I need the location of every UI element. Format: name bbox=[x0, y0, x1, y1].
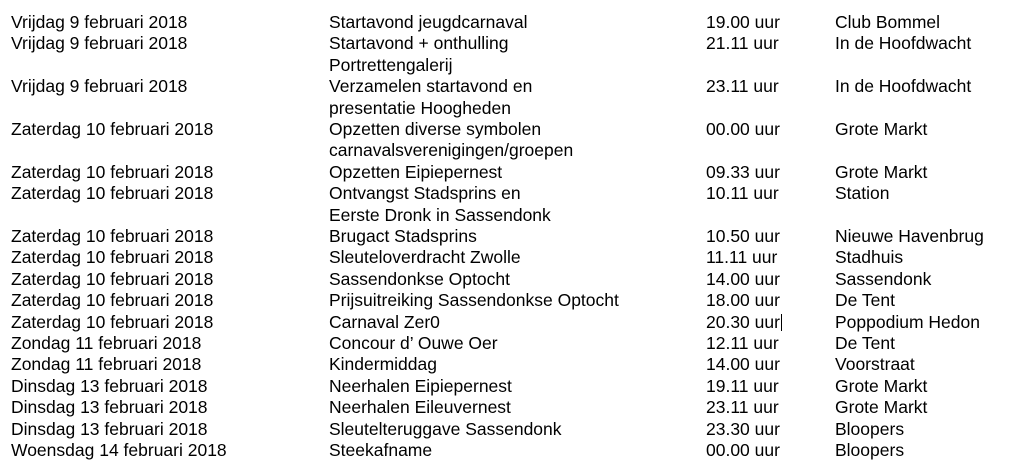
row-date: Zondag 11 februari 2018 bbox=[11, 333, 202, 353]
row-time-text: 18.00 uur bbox=[706, 290, 780, 311]
row-time-text: 23.30 uur bbox=[706, 418, 780, 439]
row-event bbox=[329, 119, 573, 162]
row-location: Grote Markt bbox=[835, 397, 928, 418]
row-location: Stadhuis bbox=[835, 247, 904, 268]
row-time-text: 14.00 uur bbox=[706, 268, 780, 289]
row-time-text: 19.00 uur bbox=[706, 12, 780, 32]
row-event bbox=[329, 354, 437, 375]
row-event bbox=[329, 12, 527, 33]
row-time bbox=[706, 312, 782, 333]
row-time-text: 20.30 uur bbox=[706, 311, 780, 332]
row-event bbox=[329, 440, 432, 461]
row-time bbox=[706, 247, 777, 268]
row-event bbox=[329, 312, 440, 333]
text-cursor bbox=[781, 314, 782, 331]
row-time bbox=[706, 226, 780, 247]
row-location: Grote Markt bbox=[835, 375, 928, 396]
row-event bbox=[329, 376, 512, 397]
row-event bbox=[329, 226, 477, 247]
row-location: De Tent bbox=[835, 333, 895, 353]
event-line: Portrettengalerij bbox=[329, 54, 453, 75]
row-date: Zaterdag 10 februari 2018 bbox=[11, 183, 214, 204]
row-event bbox=[329, 183, 551, 226]
row-event bbox=[329, 76, 532, 119]
row-event bbox=[329, 333, 498, 354]
row-location: In de Hoofdwacht bbox=[835, 76, 972, 97]
row-location: De Tent bbox=[835, 290, 895, 311]
row-location: Poppodium Hedon bbox=[835, 311, 980, 332]
row-time bbox=[706, 376, 779, 397]
event-line: Kindermiddag bbox=[329, 354, 437, 375]
row-date: Dinsdag 13 februari 2018 bbox=[11, 397, 208, 418]
row-date: Dinsdag 13 februari 2018 bbox=[11, 418, 208, 439]
row-date: Zaterdag 10 februari 2018 bbox=[11, 268, 214, 289]
row-time-text: 00.00 uur bbox=[706, 440, 780, 460]
event-line: carnavalsverenigingen/groepen bbox=[329, 140, 574, 161]
row-event bbox=[329, 33, 509, 76]
event-line: Ontvangst Stadsprins en bbox=[329, 183, 521, 204]
row-time bbox=[706, 397, 779, 418]
row-date: Vrijdag 9 februari 2018 bbox=[11, 33, 188, 54]
row-location: Bloopers bbox=[835, 440, 905, 460]
row-date: Zondag 11 februari 2018 bbox=[11, 354, 202, 375]
row-time-text: 11.11 uur bbox=[706, 247, 778, 268]
row-time-text: 23.11 uur bbox=[706, 397, 779, 418]
row-location: Club Bommel bbox=[835, 12, 941, 32]
row-time-text: 09.33 uur bbox=[706, 161, 780, 182]
row-date: Vrijdag 9 februari 2018 bbox=[11, 12, 188, 32]
event-line: Opzetten diverse symbolen bbox=[329, 119, 542, 139]
row-event bbox=[329, 419, 562, 440]
event-line: Carnaval Zer0 bbox=[329, 311, 440, 332]
row-location: Grote Markt bbox=[835, 119, 928, 139]
row-location: Nieuwe Havenbrug bbox=[835, 226, 984, 246]
event-line: Neerhalen Eipiepernest bbox=[329, 375, 512, 396]
row-event bbox=[329, 269, 510, 290]
row-time bbox=[706, 354, 780, 375]
row-time bbox=[706, 183, 779, 204]
row-date: Zaterdag 10 februari 2018 bbox=[11, 290, 214, 311]
row-date: Zaterdag 10 februari 2018 bbox=[11, 247, 214, 268]
row-time bbox=[706, 333, 779, 354]
event-line: Steekafname bbox=[329, 440, 433, 460]
event-line: Verzamelen startavond en bbox=[329, 76, 533, 97]
row-time-text: 14.00 uur bbox=[706, 354, 780, 375]
row-time bbox=[706, 119, 780, 140]
row-location: Voorstraat bbox=[835, 354, 915, 375]
row-time-text: 00.00 uur bbox=[706, 119, 780, 139]
row-time-text: 10.11 uur bbox=[706, 183, 779, 204]
row-time bbox=[706, 269, 780, 290]
event-line: Opzetten Eipiepernest bbox=[329, 161, 503, 182]
row-time-text: 23.11 uur bbox=[706, 76, 779, 97]
row-time-text: 21.11 uur bbox=[706, 33, 779, 54]
row-location: Bloopers bbox=[835, 418, 905, 439]
row-date: Zaterdag 10 februari 2018 bbox=[11, 119, 214, 139]
row-time bbox=[706, 440, 780, 461]
row-date: Zaterdag 10 februari 2018 bbox=[11, 311, 214, 332]
row-time-text: 19.11 uur bbox=[706, 375, 779, 396]
row-date: Woensdag 14 februari 2018 bbox=[11, 440, 227, 460]
event-line: Eerste Dronk in Sassendonk bbox=[329, 204, 551, 225]
row-date: Zaterdag 10 februari 2018 bbox=[11, 161, 214, 182]
event-line: Startavond jeugdcarnaval bbox=[329, 12, 528, 32]
row-location: Sassendonk bbox=[835, 268, 932, 289]
row-time bbox=[706, 12, 780, 33]
event-line: Brugact Stadsprins bbox=[329, 226, 477, 246]
row-time bbox=[706, 162, 780, 183]
row-date: Vrijdag 9 februari 2018 bbox=[11, 76, 188, 97]
event-line: Neerhalen Eileuvernest bbox=[329, 397, 511, 418]
row-time bbox=[706, 33, 779, 54]
row-event bbox=[329, 290, 619, 311]
row-time-text: 12.11 uur bbox=[706, 333, 779, 353]
row-event bbox=[329, 162, 502, 183]
event-line: Prijsuitreiking Sassendonkse Optocht bbox=[329, 290, 619, 311]
row-date: Zaterdag 10 februari 2018 bbox=[11, 226, 214, 246]
row-time-text: 10.50 uur bbox=[706, 226, 780, 246]
event-line: Sleuteloverdracht Zwolle bbox=[329, 247, 521, 268]
event-line: Sassendonkse Optocht bbox=[329, 268, 510, 289]
row-location: In de Hoofdwacht bbox=[835, 33, 972, 54]
row-event bbox=[329, 397, 511, 418]
row-time bbox=[706, 290, 780, 311]
row-time bbox=[706, 76, 779, 97]
event-line: Concour d’ Ouwe Oer bbox=[329, 333, 498, 353]
event-line: Sleutelteruggave Sassendonk bbox=[329, 418, 562, 439]
row-date: Dinsdag 13 februari 2018 bbox=[11, 375, 208, 396]
row-location: Grote Markt bbox=[835, 161, 928, 182]
event-line: presentatie Hoogheden bbox=[329, 97, 511, 118]
row-time bbox=[706, 419, 780, 440]
event-line: Startavond + onthulling bbox=[329, 33, 509, 54]
row-event bbox=[329, 247, 521, 268]
row-location: Station bbox=[835, 183, 890, 204]
